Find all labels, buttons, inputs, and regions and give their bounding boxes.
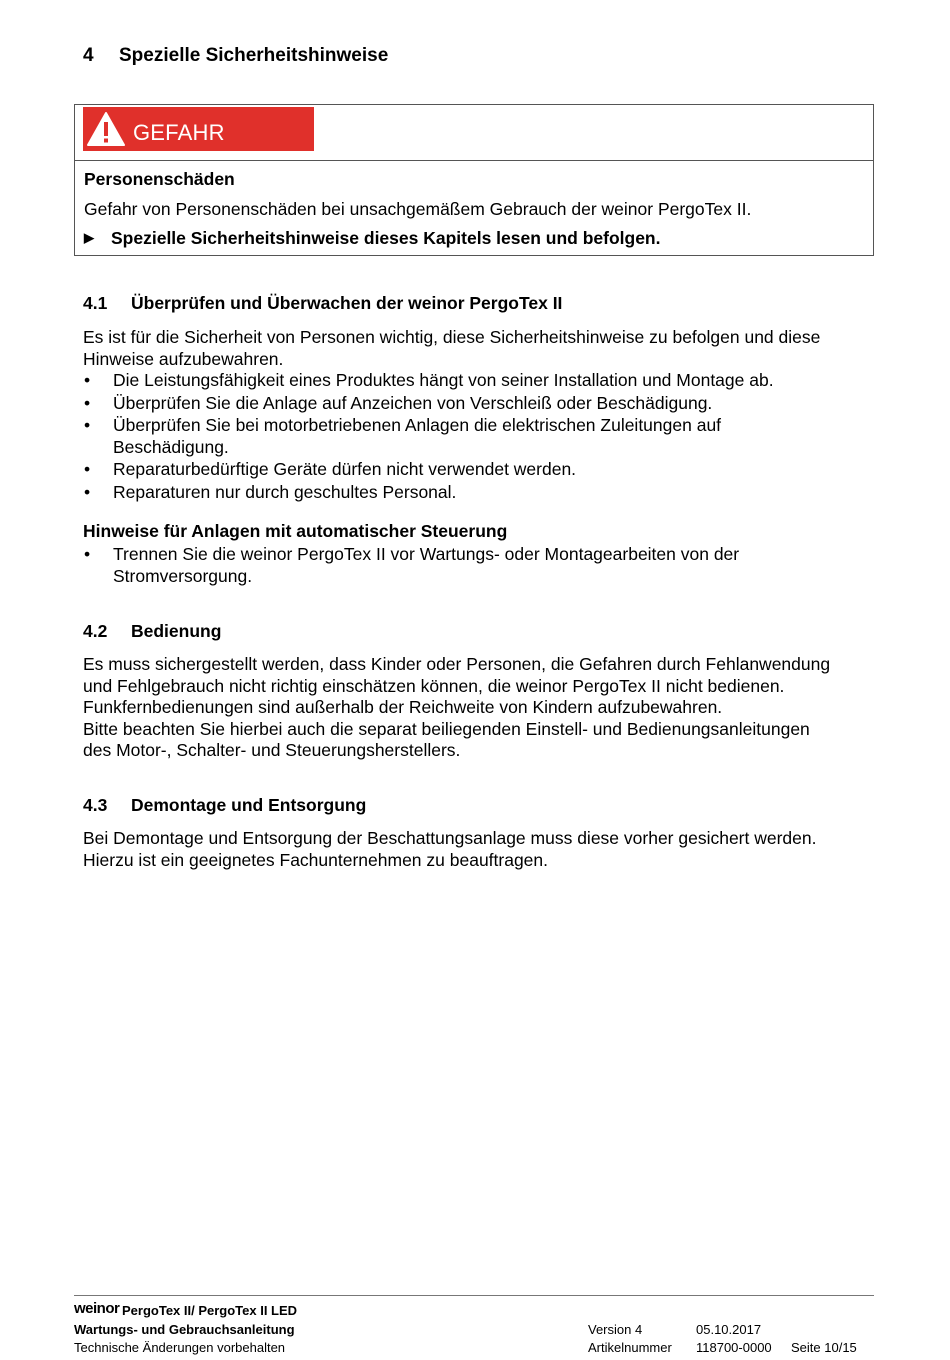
chapter-number: 4 [83,45,94,66]
section-heading-4-2 [83,621,221,642]
warning-text: Gefahr von Personenschäden bei unsachgemäßem Gebrauch der weinor PergoTex II. [84,199,752,219]
section-4-3-text [83,828,883,871]
text-line: Bitte beachten Sie hierbei auch die separat beiliegenden Einstell- und Bedienungsanleitungen [83,718,810,739]
section-heading-4-3 [83,795,366,816]
list-item [83,482,883,504]
warning-instruction-text: Spezielle Sicherheitshinweise dieses Kapitels lesen und befolgen. [111,228,661,248]
warning-title: Personenschäden [84,169,235,189]
list-item-text: Reparaturen nur durch geschultes Personal. [113,481,457,502]
footer-divider [74,1295,874,1296]
list-item-text: Die Leistungsfähigkeit eines Produktes hängt von seiner Installation und Montage ab. [113,370,774,390]
footer-note: Technische Änderungen vorbehalten [74,1340,286,1355]
section-4-1-intro [83,327,883,370]
bullet-icon: • [84,459,91,479]
text-line: Hierzu ist ein geeignetes Fachunternehmen zu beauftragen. [83,849,549,870]
footer-article-number: 118700-0000 [696,1340,772,1355]
warning-header [75,105,873,161]
automatic-control-bullets [83,544,883,588]
text-line: Es muss sichergestellt werden, dass Kinder oder Personen, die Gefahren durch Fehlanwendung [83,654,831,674]
text-line: und Fehlgebrauch nicht richtig einschätzen können, die weinor PergoTex II nicht bedienen. [83,675,785,696]
section-4-2-text [83,654,883,762]
list-item [83,370,883,392]
bullet-icon: • [84,481,91,502]
footer-article-label: Artikelnummer [588,1340,672,1355]
section-number: 4.2 [83,621,108,641]
list-item-text: Überprüfen Sie bei motorbetriebenen Anlagen die elektrischen Zuleitungen auf [113,415,722,435]
warning-instruction [84,228,660,249]
list-item [83,544,883,587]
list-item-text: Stromversorgung. [113,565,253,586]
bullet-icon: • [84,392,91,413]
footer-date: 05.10.2017 [696,1322,762,1337]
list-item-text: Trennen Sie die weinor PergoTex II vor Wartungs- oder Montagearbeiten von der [113,544,740,564]
danger-warning-box [74,104,874,256]
text-line: Funkfernbedienungen sind außerhalb der Reichweite von Kindern aufzubewahren. [83,697,723,717]
text-line: des Motor-, Schalter- und Steuerungsherstellers. [83,740,461,760]
list-item-text: Reparaturbedürftige Geräte dürfen nicht verwendet werden. [113,459,577,479]
footer-version: Version 4 [588,1322,643,1337]
section-4-1-bullets [83,370,883,504]
signal-word: GEFAHR [133,120,225,145]
chapter-title: Spezielle Sicherheitshinweise [119,45,389,66]
bullet-icon: • [84,544,91,564]
subheading-automatic-control: Hinweise für Anlagen mit automatischer Steuerung [83,521,508,541]
signal-word-bar [83,107,314,151]
list-item [83,459,883,481]
chapter-heading [83,45,388,67]
weinor-logo: weinor [74,1300,120,1317]
section-title: Demontage und Entsorgung [131,795,367,815]
list-item [83,415,883,458]
bullet-icon: • [84,370,91,390]
footer-doc-type: Wartungs- und Gebrauchsanleitung [74,1322,295,1337]
footer-product: PergoTex II/ PergoTex II LED [122,1303,298,1318]
section-title: Bedienung [131,621,222,641]
bullet-icon: • [84,415,91,435]
section-title: Überprüfen und Überwachen der weinor PergoTex II [131,293,563,313]
section-number: 4.1 [83,293,108,313]
arrow-right-icon: ▶ [84,230,94,245]
text-line: Bei Demontage und Entsorgung der Beschattungsanlage muss diese vorher gesichert werden. [83,828,817,848]
warning-triangle-icon [86,111,126,147]
list-item-text: Überprüfen Sie die Anlage auf Anzeichen von Verschleiß oder Beschädigung. [113,392,713,413]
list-item [83,393,883,415]
section-number: 4.3 [83,795,108,815]
text-line: Hinweise aufzubewahren. [83,348,284,369]
list-item-text: Beschädigung. [113,436,229,457]
section-heading-4-1 [83,293,562,314]
text-line: Es ist für die Sicherheit von Personen wichtig, diese Sicherheitshinweise zu befolgen und diese [83,327,821,347]
footer-page-number: Seite 10/15 [791,1340,857,1355]
